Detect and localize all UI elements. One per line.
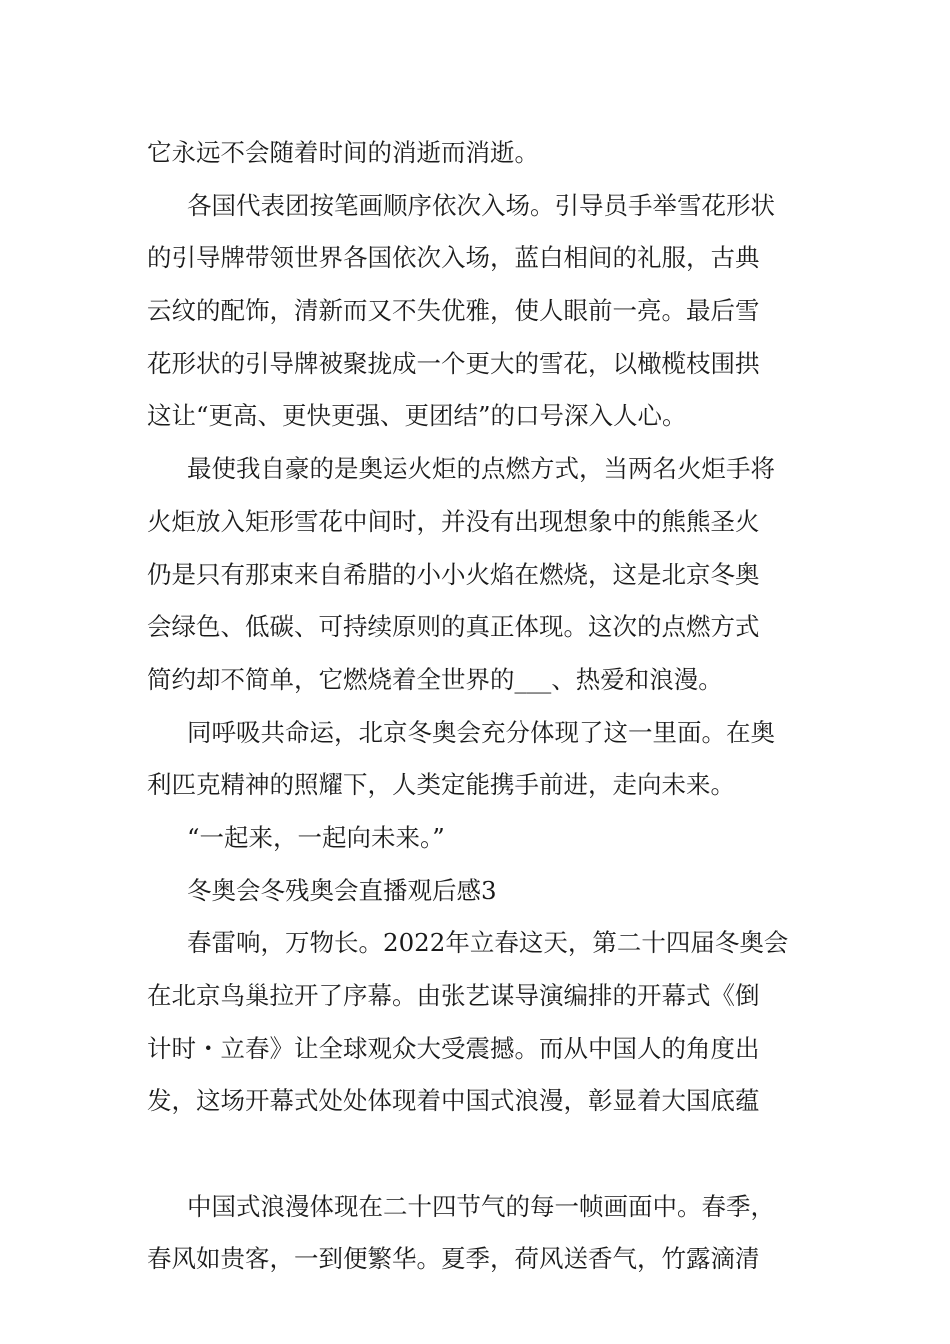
text-line: 的引导牌带领世界各国依次入场，蓝白相间的礼服，古典 [147,243,760,273]
text-line: 利匹克精神的照耀下，人类定能携手前进，走向未来。 [147,770,735,800]
text-line: 火炬放入矩形雪花中间时，并没有出现想象中的熊熊圣火 [147,506,760,536]
text-line: 在北京鸟巢拉开了序幕。由张艺谋导演编排的开幕式《倒 [147,981,760,1010]
text-line: 云纹的配饰，清新而又不失优雅，使人眼前一亮。最后雪 [147,296,760,326]
text-line: 这让“更高、更快更强、更团结”的口号深入人心。 [147,401,687,431]
text-line: 各国代表团按笔画顺序依次入场。引导员手举雪花形状 [187,190,775,220]
quote-line: “一起来，一起向未来。” [187,822,445,852]
document-body [147,127,807,1286]
text-line: 春雷响，万物长。2022年立春这天，第二十四届冬奥会 [187,928,789,958]
text-line: 会绿色、低碳、可持续原则的真正体现。这次的点燃方式 [147,612,760,642]
text-line: 计时・立春》让全球观众大受震撼。而从中国人的角度出 [147,1033,760,1063]
blank-line [147,1128,807,1181]
text-line: 同呼吸共命运，北京冬奥会充分体现了这一里面。在奥 [187,717,775,747]
text-line: 花形状的引导牌被聚拢成一个更大的雪花，以橄榄枝围拱 [147,348,760,378]
text-line: 中国式浪漫体现在二十四节气的每一帧画面中。春季， [187,1191,775,1221]
text-line: 简约却不简单，它燃烧着全世界的___、热爱和浪漫。 [147,664,723,694]
text-line: 最使我自豪的是奥运火炬的点燃方式，当两名火炬手将 [187,454,775,484]
text-line: 发，这场开幕式处处体现着中国式浪漫，彰显着大国底蕴 [147,1086,760,1116]
text-line: 春风如贵客，一到便繁华。夏季，荷风送香气，竹露滴清 [147,1244,760,1274]
text-line: 仍是只有那束来自希腊的小小火焰在燃烧，这是北京冬奥 [147,559,760,589]
text-line: 它永远不会随着时间的消逝而消逝。 [147,138,539,167]
section-heading: 冬奥会冬残奥会直播观后感3 [187,875,497,905]
